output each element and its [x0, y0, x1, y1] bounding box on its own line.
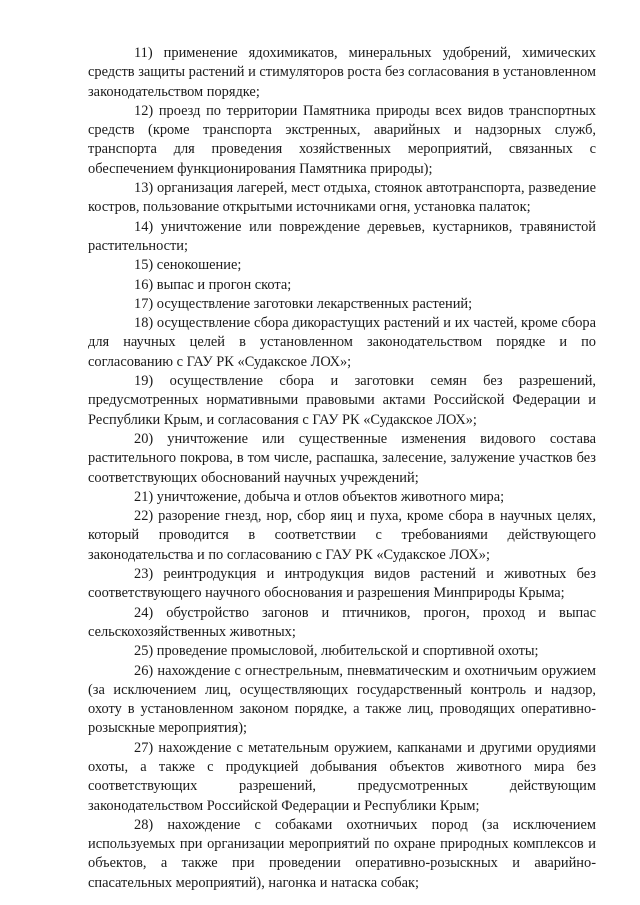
list-item-18: 18) осуществление сбора дикорастущих растений и их частей, кроме сбора для научных целей в установленном законодательством порядке и по согласованию с ГАУ РК «Судакское ЛОХ»; — [88, 315, 596, 370]
list-item-28: 28) нахождение с собаками охотничьих пород (за исключением используемых при организации мероприятий по охране природных комплексов и объектов, а также при проведении оперативно-розыскных и аварийно-спасательных мероприятий), нагонка и натаска собак; — [88, 816, 596, 891]
list-item-13: 13) организация лагерей, мест отдыха, стоянок автотранспорта, разведение костров, пользование открытыми источниками огня, установка палаток; — [88, 180, 596, 216]
list-item-12: 12) проезд по территории Памятника природы всех видов транспортных средств (кроме транспорта экстренных, аварийных и надзорных служб, транспорта для проведения хозяйственных мероприятий, связанных с обеспечением функционирования Памятника природы); — [88, 102, 596, 177]
document-page — [88, 44, 596, 893]
list-item-23: 23) реинтродукция и интродукция видов растений и животных без соответствующего научного обоснования и разрешения Минприроды Крыма; — [88, 566, 596, 602]
list-item-25: 25) проведение промысловой, любительской и спортивной охоты; — [134, 643, 539, 660]
list-item-11: 11) применение ядохимикатов, минеральных удобрений, химических средств защиты растений и стимуляторов роста без согласования в установленном законодательством порядке; — [88, 45, 596, 100]
list-item-19: 19) осуществление сбора и заготовки семян без разрешений, предусмотренных нормативными правовыми актами Российской Федерации и Республики Крым, и согласования с ГАУ РК «Судакское ЛОХ»; — [88, 373, 596, 428]
list-item-21: 21) уничтожение, добыча и отлов объектов животного мира; — [134, 488, 505, 505]
list-item-27: 27) нахождение с метательным оружием, капканами и другими орудиями охоты, а также с продукцией добывания объектов животного мира без соответствующих разрешений, предусмотренных действующим законодательством Российской Федерации и Республики Крым; — [88, 739, 596, 814]
list-item-16: 16) выпас и прогон скота; — [134, 276, 292, 293]
list-item-15: 15) сенокошение; — [134, 257, 242, 274]
list-item-22: 22) разорение гнезд, нор, сбор яиц и пуха, кроме сбора в научных целях, который проводится в соответствии с требованиями действующего законодательства и по согласованию с ГАУ РК «Судакское ЛОХ»; — [88, 508, 596, 563]
list-item-24: 24) обустройство загонов и птичников, прогон, проход и выпас сельскохозяйственных животных; — [88, 604, 596, 640]
list-item-17: 17) осуществление заготовки лекарственных растений; — [134, 295, 473, 312]
list-item-14: 14) уничтожение или повреждение деревьев, кустарников, травянистой растительности; — [88, 218, 596, 254]
list-item-26: 26) нахождение с огнестрельным, пневматическим и охотничьим оружием (за исключением лиц, осуществляющих государственный контроль и надзор, охоту в установленном законом порядке, а также лиц, проводящих оперативно-розыскные мероприятия); — [88, 662, 596, 737]
list-item-20: 20) уничтожение или существенные изменения видового состава растительного покрова, в том числе, распашка, залесение, залужение участков без соответствующих обоснований научных учреждений; — [88, 430, 596, 486]
